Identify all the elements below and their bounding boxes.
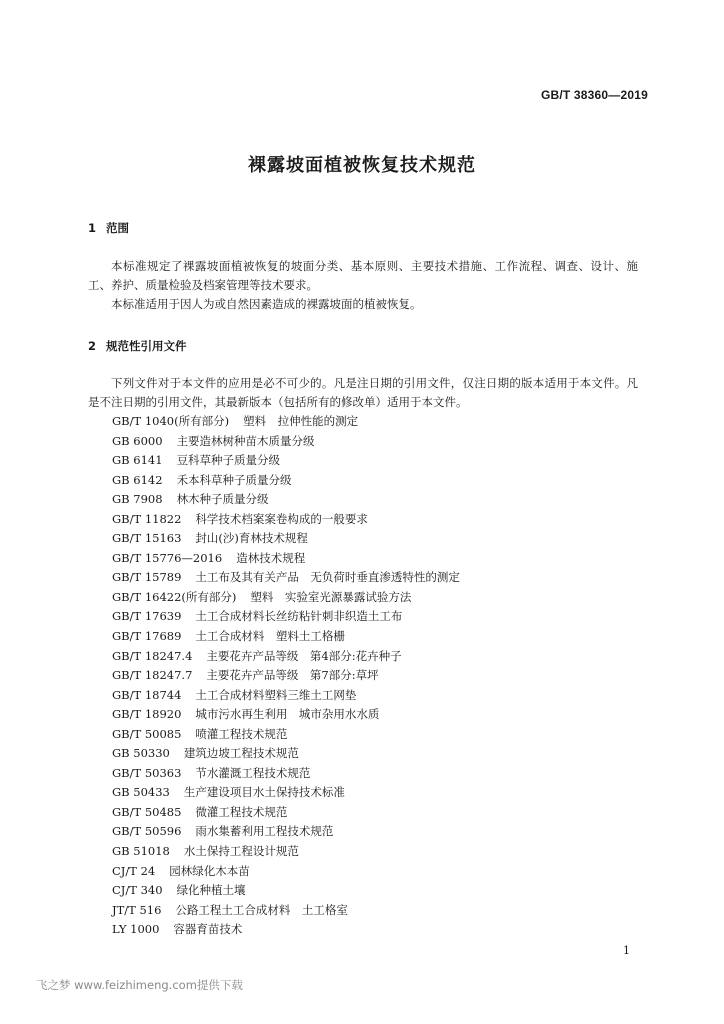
reference-code: GB/T 17639 [112, 609, 182, 624]
reference-code: CJ/T 24 [112, 863, 156, 878]
reference-code: LY 1000 [112, 922, 160, 937]
section-1-number: 1 [88, 221, 97, 235]
reference-item [112, 432, 460, 452]
section-1-heading [88, 220, 129, 236]
reference-title: 喷灌工程技术规范 [195, 726, 288, 741]
standard-number: GB/T 38360—2019 [540, 88, 648, 102]
reference-code: GB/T 1040(所有部分) [112, 414, 230, 428]
reference-code: GB/T 15163 [112, 531, 182, 546]
reference-item [112, 862, 460, 882]
reference-item [112, 705, 460, 725]
reference-code: GB/T 50485 [112, 804, 182, 819]
reference-code: GB/T 15776—2016 [112, 550, 223, 565]
reference-item [112, 842, 460, 862]
reference-item [112, 549, 460, 569]
reference-item [112, 783, 460, 803]
reference-code: GB/T 50363 [112, 765, 182, 780]
reference-title: 园林绿化木本苗 [169, 863, 250, 878]
reference-title: 公路工程土工合成材料 土工格室 [175, 902, 348, 917]
reference-item [112, 803, 460, 823]
section-2-heading [88, 338, 187, 354]
reference-code: GB 50433 [112, 785, 170, 800]
reference-item [112, 686, 460, 706]
reference-item [112, 451, 460, 471]
reference-title: 塑料 实验室光源暴露试验方法 [250, 589, 412, 604]
reference-title: 建筑边坡工程技术规范 [183, 746, 299, 761]
reference-title: 土工合成材料塑料三维土工网垫 [195, 687, 357, 702]
reference-item [112, 627, 460, 647]
reference-item [112, 412, 460, 432]
reference-item [112, 725, 460, 745]
reference-code: JT/T 516 [112, 902, 162, 917]
reference-item [112, 822, 460, 842]
reference-title: 节水灌溉工程技术规范 [195, 765, 311, 780]
reference-title: 造林技术规程 [236, 550, 306, 565]
reference-code: GB/T 50085 [112, 726, 182, 741]
reference-title: 豆科草种子质量分级 [176, 453, 281, 468]
reference-title: 土工合成材料长丝纺粘针刺非织造土工布 [195, 609, 403, 624]
reference-item [112, 607, 460, 627]
reference-code: GB/T 11822 [112, 511, 182, 526]
reference-title: 容器育苗技术 [173, 922, 243, 937]
reference-title: 林木种子质量分级 [176, 492, 269, 507]
reference-code: GB/T 18744 [112, 687, 182, 702]
reference-title: 封山(沙)育林技术规程 [195, 531, 308, 546]
reference-code: GB 6142 [112, 472, 163, 487]
reference-list [112, 412, 460, 940]
reference-item [112, 647, 460, 667]
document-title: 裸露坡面植被恢复技术规范 [248, 155, 476, 176]
reference-code: GB/T 15789 [112, 570, 182, 585]
reference-title: 主要造林树种苗木质量分级 [176, 433, 315, 448]
reference-title: 塑料 拉伸性能的测定 [243, 414, 359, 428]
reference-code: GB/T 16422(所有部分) [112, 589, 237, 604]
reference-code: CJ/T 340 [112, 883, 163, 898]
reference-item [112, 471, 460, 491]
reference-title: 土工合成材料 塑料土工格栅 [195, 629, 345, 644]
section-1-title: 范围 [106, 221, 129, 235]
reference-title: 禾本科草种子质量分级 [176, 472, 292, 487]
reference-title: 城市污水再生利用 城市杂用水水质 [195, 707, 380, 722]
reference-code: GB/T 18920 [112, 707, 182, 722]
reference-code: GB 50330 [112, 746, 170, 761]
page-number: 1 [623, 944, 630, 957]
section-2-title: 规范性引用文件 [106, 339, 187, 353]
reference-item [112, 920, 460, 940]
reference-item [112, 510, 460, 530]
reference-code: GB 51018 [112, 844, 170, 859]
reference-item [112, 666, 460, 686]
reference-item [112, 764, 460, 784]
reference-item [112, 588, 460, 608]
section-2-paragraph-1: 下列文件对于本文件的应用是必不可少的。凡是注日期的引用文件，仅注日期的版本适用于本文件。凡是不注日期的引用文件，其最新版本（包括所有的修改单）适用于本文件。 [88, 376, 638, 409]
reference-title: 微灌工程技术规范 [195, 804, 288, 819]
reference-item [112, 568, 460, 588]
reference-item [112, 881, 460, 901]
reference-title: 科学技术档案案卷构成的一般要求 [195, 511, 368, 526]
reference-code: GB/T 18247.7 [112, 668, 193, 683]
reference-title: 水土保持工程设计规范 [183, 844, 299, 859]
reference-code: GB 6141 [112, 453, 163, 468]
reference-title: 主要花卉产品等级 第4部分:花卉种子 [206, 648, 402, 663]
section-1-paragraph-1: 本标准规定了裸露坡面植被恢复的坡面分类、基本原则、主要技术措施、工作流程、调查、设计、施工、养护、质量检验及档案管理等技术要求。 [88, 259, 638, 292]
reference-code: GB/T 50596 [112, 824, 182, 839]
reference-title: 生产建设项目水土保持技术标准 [183, 785, 345, 800]
reference-title: 雨水集蓄利用工程技术规范 [195, 824, 334, 839]
reference-code: GB/T 18247.4 [112, 648, 193, 663]
reference-item [112, 490, 460, 510]
reference-title: 主要花卉产品等级 第7部分:草坪 [206, 668, 379, 683]
reference-item [112, 529, 460, 549]
section-1-paragraph-2: 本标准适用于因人为或自然因素造成的裸露坡面的植被恢复。 [111, 297, 422, 311]
reference-title: 绿化种植土壤 [176, 883, 246, 898]
reference-item [112, 744, 460, 764]
reference-title: 土工布及其有关产品 无负荷时垂直渗透特性的测定 [195, 570, 460, 585]
reference-code: GB 6000 [112, 433, 163, 448]
download-watermark: 飞之梦 www.feizhimeng.com提供下载 [36, 978, 243, 992]
section-2-number: 2 [88, 339, 97, 353]
reference-code: GB/T 17689 [112, 629, 182, 644]
reference-code: GB 7908 [112, 492, 163, 507]
reference-item [112, 901, 460, 921]
